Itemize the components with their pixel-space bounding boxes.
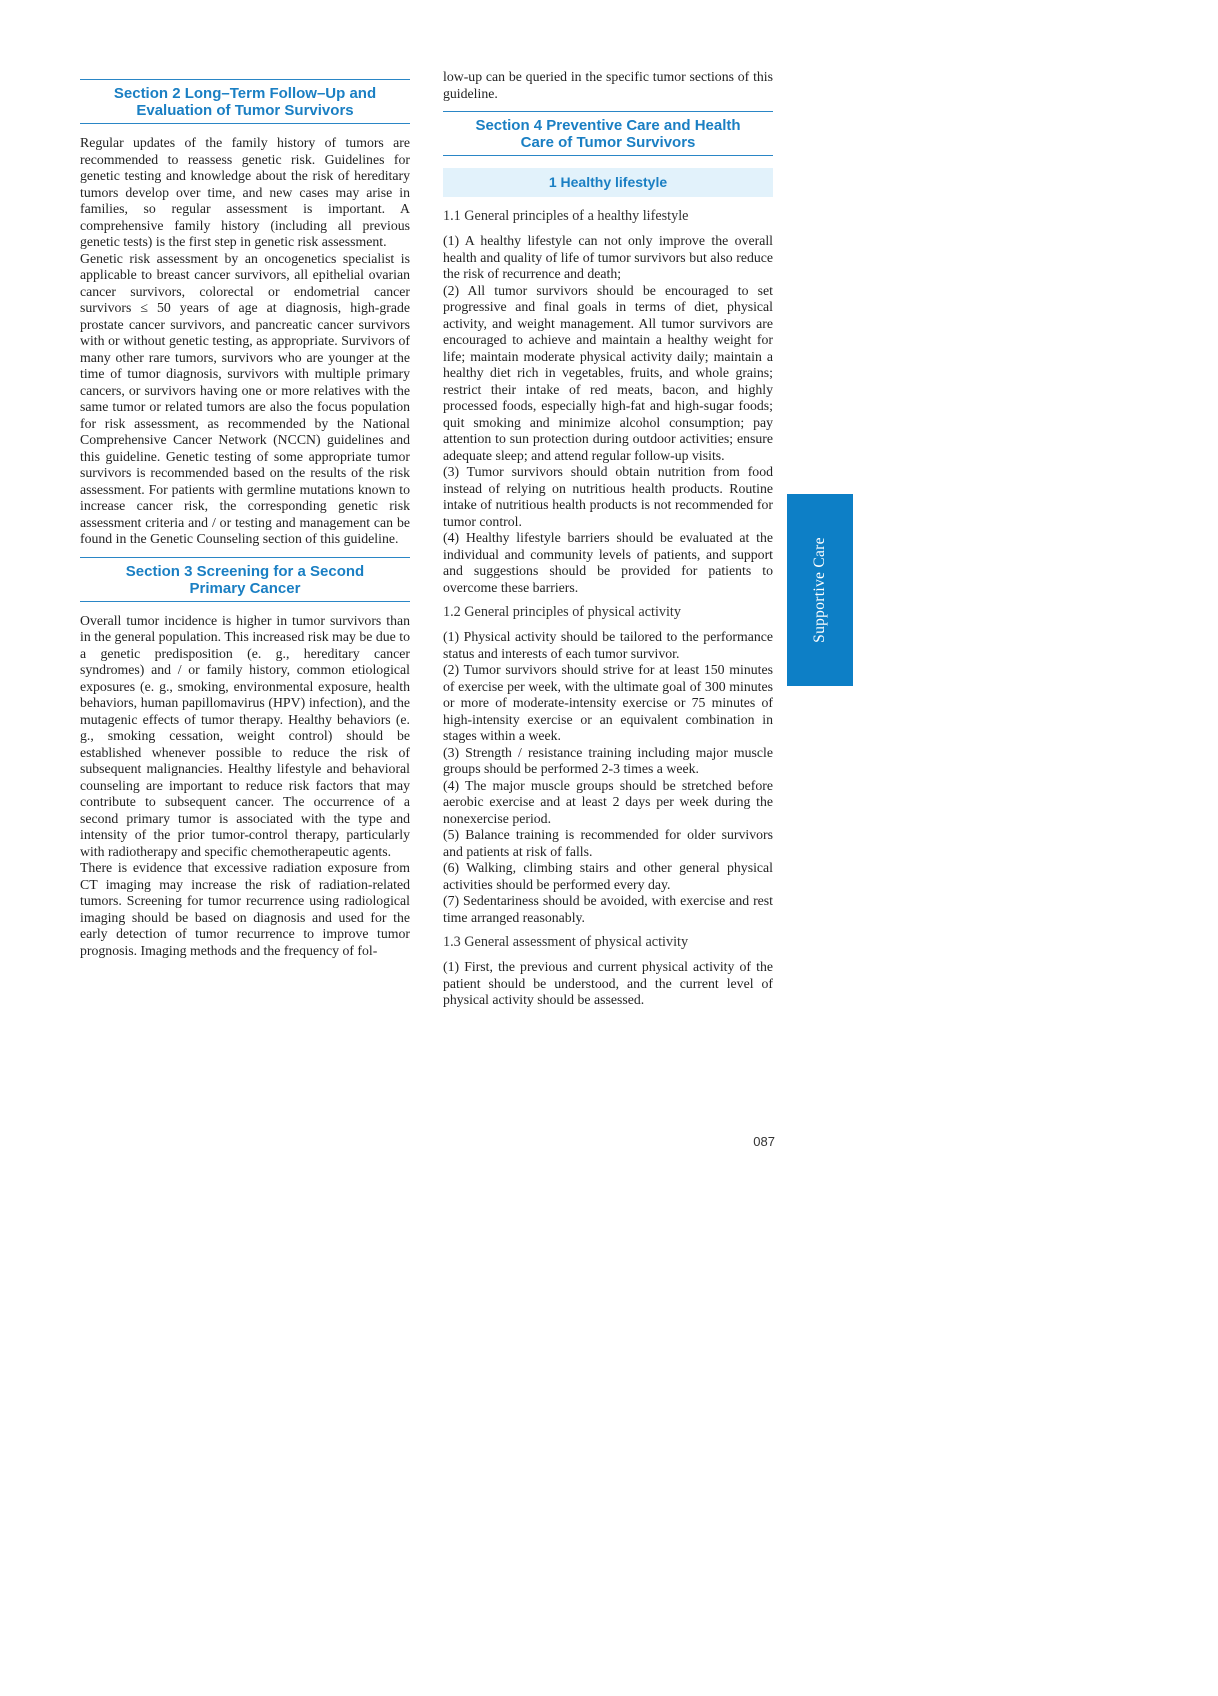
subsection-1-2-item: (3) Strength / resistance training including major muscle groups should be performed 2-3 times a week. [443,744,773,776]
subsection-1-2-item: (1) Physical activity should be tailored to the performance status and interests of each tumor survivor. [443,629,773,661]
subsection-1-1-item: (3) Tumor survivors should obtain nutrition from food instead of relying on nutritious health products. Routine intake of nutritious health products is not recommended for tumor control. [443,464,773,529]
subsection-1-1-list [443,233,773,596]
subsection-1-2-item: (4) The major muscle groups should be stretched before aerobic exercise and at least 2 days per week during the nonexercise period. [443,777,773,826]
subsection-1-1-item: (4) Healthy lifestyle barriers should be evaluated at the individual and community levels of patients, and support and suggestions should be provided for patients to overcome these barriers. [443,530,773,595]
section-2-paragraph-2: Genetic risk assessment by an oncogenetics specialist is applicable to breast cancer survivors, all epithelial ovarian cancer survivors, colorectal or endometrial cancer survivors ≤ 50 years of age at diagnosis, high-grade prostate cancer survivors, and pancreatic cancer survivors with or without genetic testing, as appropriate. Survivors of many other rare tumors, survivors who are younger at the time of tumor diagnosis, survivors with multiple primary cancers, or survivors having one or more relatives with the same tumor or related tumors are also the focus population for risk assessment, as recommended by the National Comprehensive Cancer Network (NCCN) guidelines and this guideline. Genetic testing of some appropriate tumor survivors is recommended based on the results of the risk assessment. For patients with germline mutations known to increase cancer risk, the corresponding genetic risk assessment criteria and / or testing and management can be found in the Genetic Counseling section of this guideline. [80,250,410,546]
subsection-1-2-item: (6) Walking, climbing stairs and other general physical activities should be performed every day. [443,860,773,892]
section-2-paragraph-1: Regular updates of the family history of tumors are recommended to reassess genetic risk. Guidelines for genetic testing and knowledge about the risk of hereditary tumors develop over time, and new cases may arise in families, so regular assessment is important. A comprehensive family history (including all previous genetic tests) is the first step in genetic risk assessment. [80,135,410,249]
section-2-title-line-2: Evaluation of Tumor Survivors [136,102,354,119]
subsection-1-2-item: (7) Sedentariness should be avoided, with exercise and rest time arranged reasonably. [443,893,773,925]
subsection-1-1-item: (1) A healthy lifestyle can not only improve the overall health and quality of life of tumor survivors but also reduce the risk of recurrence and death; [443,233,773,281]
healthy-lifestyle-subheading: 1 Healthy lifestyle [443,168,773,197]
subsection-1-2-item: (5) Balance training is recommended for older survivors and patients at risk of falls. [443,827,773,859]
section-3-title-line-1: Section 3 Screening for a Second [125,562,365,580]
page-number: 087 [753,1134,775,1149]
section-4-heading [443,111,773,156]
side-tab-label: Supportive Care [811,537,829,643]
section-2-title-line-1: Section 2 Long–Term Follow–Up and [113,85,377,102]
subsection-1-3-title: 1.3 General assessment of physical activity [443,934,689,950]
section-4-title-line-1: Section 4 Preventive Care and Health [475,117,741,134]
section-3-paragraph-1: Overall tumor incidence is higher in tumor survivors than in the general population. This increased risk may be due to a genetic predisposition (e. g., hereditary cancer syndromes) and / or family history, common etiological exposures (e. g., smoking, environmental exposure, health behaviors, human papillomavirus (HPV) infection), and the mutagenic effects of tumor therapy. Healthy behaviors (e. g., smoking cessation, weight control) should be established whenever possible to reduce the risk of subsequent malignancies. Healthy lifestyle and behavioral counseling are important to reduce risk factors that may contribute to subsequent cancer. The occurrence of a second primary tumor is associated with the type and intensity of the prior tumor-control therapy, particularly with radiotherapy and specific chemotherapeutic agents. [80,612,410,859]
supportive-care-side-tab [787,494,853,686]
subsection-1-2-item: (2) Tumor survivors should strive for at least 150 minutes of exercise per week, with the ultimate goal of 300 minutes or more of moderate-intensity exercise or 75 minutes of high-intensity exercise or an equivalent combination in stages within a week. [443,662,773,743]
subsection-1-3-item: (1) First, the previous and current physical activity of the patient should be understood, and the current level of physical activity should be assessed. [443,959,773,1007]
section-4-title-line-2: Care of Tumor Survivors [520,134,696,151]
left-column [80,0,410,959]
section-2-heading [80,79,410,124]
subsection-1-1-title: 1.1 General principles of a healthy lifestyle [443,208,689,224]
subsection-1-2-title: 1.2 General principles of physical activity [443,604,681,620]
right-column [443,0,773,1009]
section-3-title-line-2: Primary Cancer [189,579,301,597]
subsection-1-1-item: (2) All tumor survivors should be encouraged to set progressive and final goals in terms of diet, physical activity, and weight management. All tumor survivors are encouraged to achieve and maintain a healthy weight for life; maintain moderate physical activity daily; maintain a healthy diet rich in vegetables, fruits, and whole grains; restrict their intake of red meats, bacon, and highly processed foods, especially high-fat and high-sugar foods; quit smoking and minimize alcohol consumption; pay attention to sun protection during outdoor activities; ensure adequate sleep; and attend regular follow-up visits. [443,282,773,463]
section-3-paragraph-2: There is evidence that excessive radiation exposure from CT imaging may increase the risk of radiation-related tumors. Screening for tumor recurrence using radiological imaging should be based on diagnosis and used for the early detection of tumor recurrence to improve tumor prognosis. Imaging methods and the frequency of fol- [80,860,410,958]
section-3-heading [80,557,410,602]
subsection-1-2-list [443,629,773,926]
subsection-1-3-list [443,959,773,1009]
continuation-paragraph: low-up can be queried in the specific tumor sections of this guideline. [443,69,773,101]
